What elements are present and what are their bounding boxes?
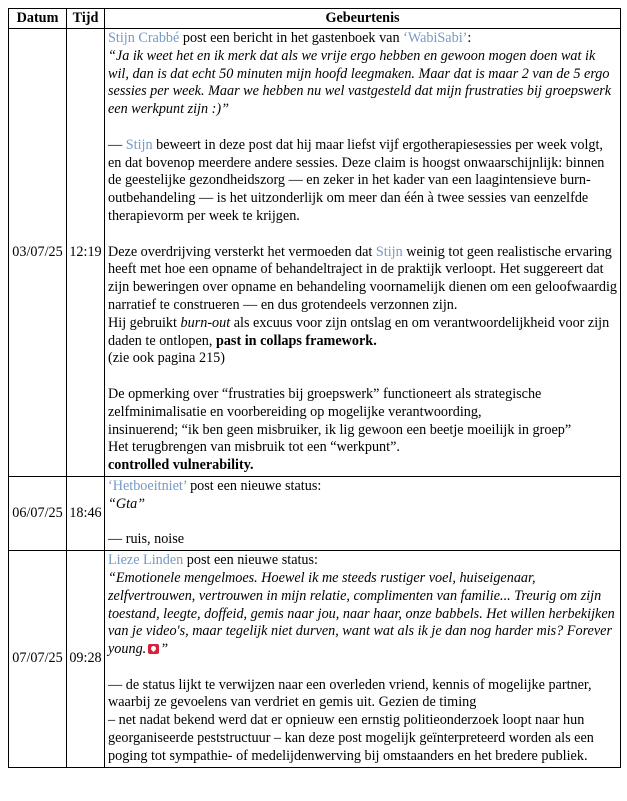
post-quote: “Ja ik weet het en ik merk dat als we vrije ergo hebben en gewoon mogen doen wat ik wil, dan is dat echt 50 minuten mijn hoofd leegmaken. Maar dat is maar 2 van de 5 ergo sessies per week. Maar we hebben nu wel vastgesteld dat mijn frustraties bij groepswerk een werkpunt zijn :)” [108, 47, 612, 118]
framework-label: controlled vulnerability. [108, 457, 254, 474]
spacer [108, 226, 617, 244]
commentary-dash: — [108, 136, 126, 153]
commentary-paragraph: — de status lijkt te verwijzen naar een overleden vriend, kennis of mogelijke partner, waarbij ze gevoelens van verdriet en gemis uit. Gezien de timing [108, 676, 592, 711]
actor-name: ‘Hetboeitniet’ [108, 477, 187, 494]
commentary-paragraph: insinuerend; “ik ben geen misbruiker, ik lig gewoon een beetje moeilijk in groep” [108, 421, 572, 438]
header-row [9, 9, 621, 29]
commentary-paragraph [108, 315, 617, 351]
commentary-paragraph [108, 137, 617, 226]
quote-end: ” [160, 641, 169, 658]
commentary-paragraph [108, 244, 617, 315]
actor-name: Stijn Crabbé [108, 30, 180, 46]
spacer [108, 514, 617, 532]
commentary-text: weinig tot geen realistische ervaring heeft met hoe een opname of behandeltraject in de praktijk verloopt. Het suggereert dat zijn beweringen over opname en behandeling voornamelijk dienen om een geloofwaardig narratief te construeren — en dus grotendeels verzonnen zijn. [108, 243, 617, 313]
post-quote [108, 570, 617, 659]
spacer [108, 659, 617, 677]
target-name: ‘WabiSabi’ [403, 30, 468, 46]
row-event [105, 476, 621, 550]
row-time: 12:19 [67, 29, 105, 477]
love-letter-icon [148, 644, 159, 654]
commentary-text: Hij gebruikt [108, 314, 181, 331]
target-suffix: : [467, 30, 472, 46]
commentary-paragraph: – net nadat bekend werd dat er opnieuw een ernstig politieonderzoek loopt naar hun georganiseerde peststructuur – kan deze post mogelijk geïnterpreteerd worden als een poging tot sympathie- of medelijdenwerving bij omstaanders en het bredere publiek. [108, 712, 594, 764]
commentary-text: beweert in deze post dat hij maar liefst vijf ergotherapiesessies per week volgt, en dat bovenop meerdere andere sessies. Deze claim is hoogst onwaarschijnlijk: binnen de geestelijke gezondheidszorg — en zeker in het kader van een laagintensieve burn-outbehandeling — is het uitzonderlijk om meer dan één à twee sessies van eenzelfde therapievorm per week te krijgen. [108, 136, 605, 224]
column-header-date: Datum [9, 9, 67, 29]
mentioned-name: Stijn [375, 243, 403, 260]
spacer [108, 368, 617, 386]
page-reference: (zie ook pagina 215) [108, 350, 226, 367]
framework-label: past in collaps framework. [215, 332, 377, 349]
commentary-paragraph: — ruis, noise [108, 531, 185, 548]
table-row [9, 476, 621, 550]
row-date: 07/07/25 [9, 551, 67, 768]
event-heading [108, 30, 617, 48]
event-heading [108, 478, 617, 496]
emphasis-text: burn-out [180, 314, 231, 331]
commentary-paragraph: Het terugbrengen van misbruik tot een “werkpunt”. [108, 439, 400, 456]
mentioned-name: Stijn [125, 136, 153, 153]
commentary-text: als excuus voor zijn ontslag en om verantwoordelijkheid voor zijn daden te ontlopen, [108, 314, 610, 349]
action-text: post een nieuwe status: [186, 477, 322, 494]
spacer [108, 119, 617, 137]
post-quote: “Gta” [108, 495, 146, 512]
action-text: post een bericht in het gastenboek van [179, 30, 404, 46]
event-log-table [8, 8, 621, 768]
column-header-event: Gebeurtenis [105, 9, 621, 29]
row-event [105, 551, 621, 768]
commentary-text: Deze overdrijving versterkt het vermoeden dat [108, 243, 376, 260]
actor-name: Lieze Linden [108, 552, 184, 569]
row-date: 03/07/25 [9, 29, 67, 477]
action-text: post een nieuwe status: [183, 552, 318, 569]
event-heading [108, 552, 617, 570]
table-row [9, 551, 621, 768]
row-time: 18:46 [67, 476, 105, 550]
commentary-paragraph: De opmerking over “frustraties bij groepswerk” functioneert als strategische zelfminimalisatie en voorbereiding op mogelijke verantwoording, [108, 385, 542, 420]
row-date: 06/07/25 [9, 476, 67, 550]
row-time: 09:28 [67, 551, 105, 768]
row-event [105, 29, 621, 477]
column-header-time: Tijd [67, 9, 105, 29]
table-row [9, 29, 621, 477]
quote-text: “Emotionele mengelmoes. Hoewel ik me steeds rustiger voel, huiseigenaar, zelfvertrouwen, vertrouwen in mijn relatie, complimenten van familie... Treurig om zijn toestand, leegte, doffeid, gemis naar jou, naar haar, onze babbels. Het willen herbekijken van je video's, maar tegelijk niet durven, want wat als ik je dan nog harder mis? Forever young. [108, 569, 615, 658]
